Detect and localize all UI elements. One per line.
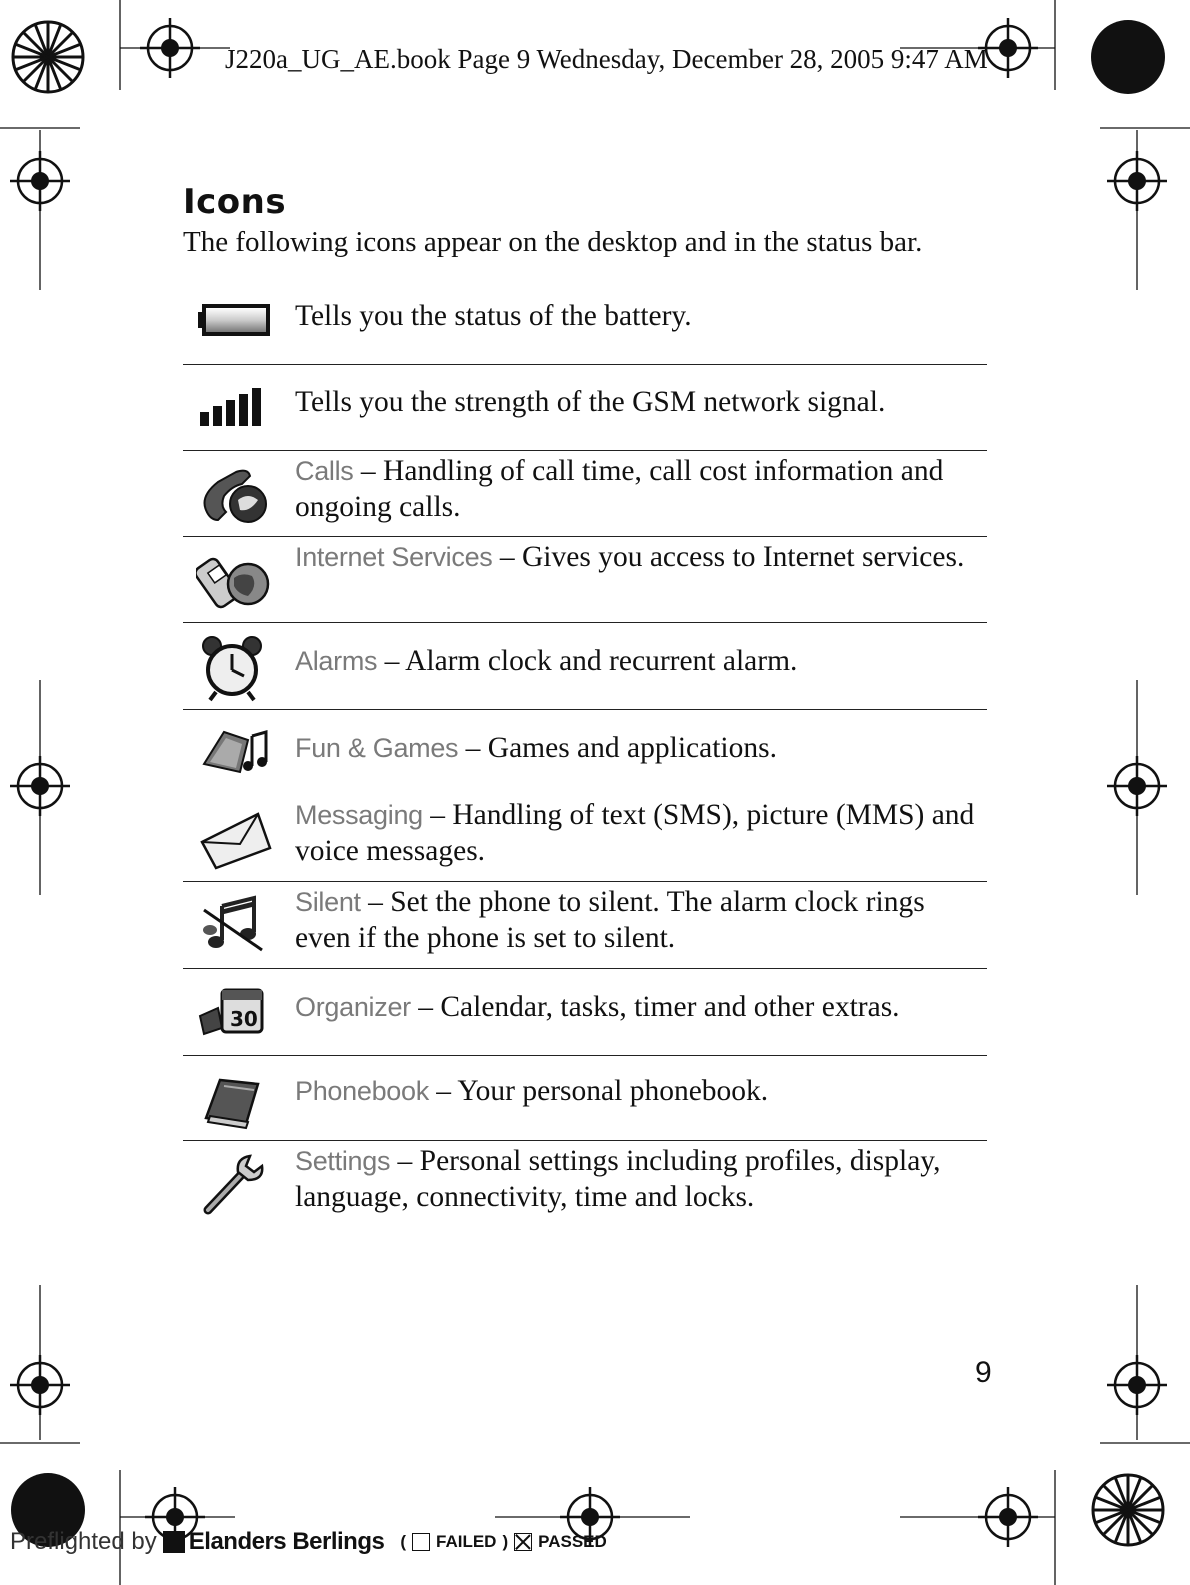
preflight-footer	[10, 1528, 607, 1556]
svg-text:30: 30	[230, 1007, 258, 1031]
icon-text: – Calendar, tasks, timer and other extras.	[410, 991, 900, 1023]
brand-name: Elanders Berlings	[188, 1528, 385, 1555]
row-divider	[183, 1140, 987, 1141]
elanders-logo-icon	[163, 1531, 185, 1553]
envelope-icon	[196, 802, 276, 874]
icon-description	[295, 1143, 985, 1215]
page-number: 9	[975, 1356, 992, 1389]
icon-description	[295, 643, 985, 679]
icon-text: – Alarm clock and recurrent alarm.	[377, 645, 798, 677]
icon-text: Tells you the strength of the GSM network signal.	[295, 386, 886, 418]
row-divider	[183, 1055, 987, 1056]
row-divider	[183, 450, 987, 451]
row-divider	[183, 709, 987, 710]
icon-term: Silent	[295, 887, 361, 917]
section-title: Icons	[183, 182, 287, 222]
icon-term: Messaging	[295, 800, 423, 830]
icon-text: – Handling of text (SMS), picture (MMS) and voice messages.	[295, 799, 975, 867]
preflight-status	[400, 1532, 606, 1552]
icon-description	[295, 384, 985, 420]
preflighted-label: Preflighted by	[10, 1528, 157, 1555]
icon-description	[295, 884, 985, 956]
failed-label: FAILED	[436, 1532, 497, 1551]
signal-strength-icon	[196, 378, 276, 450]
silent-music-icon	[196, 890, 276, 962]
icon-description	[295, 1073, 985, 1109]
failed-checkbox-icon	[412, 1533, 430, 1551]
icon-term: Fun & Games	[295, 733, 459, 763]
icon-term: Organizer	[295, 992, 411, 1022]
icon-text: – Gives you access to Internet services.	[492, 541, 965, 573]
status-paren-close: )	[502, 1532, 509, 1551]
row-divider	[183, 364, 987, 365]
icon-term: Calls	[295, 456, 354, 486]
alarm-clock-icon	[196, 632, 276, 704]
icon-term: Phonebook	[295, 1076, 429, 1106]
icon-text: – Set the phone to silent. The alarm clock rings even if the phone is set to silent.	[295, 886, 925, 954]
fun-games-icon	[196, 720, 276, 792]
row-divider	[183, 536, 987, 537]
icon-term: Alarms	[295, 646, 378, 676]
icon-text: – Games and applications.	[458, 732, 777, 764]
icon-description	[295, 797, 985, 869]
internet-globe-icon	[196, 546, 276, 618]
book-slug-header: J220a_UG_AE.book Page 9 Wednesday, December 28, 2005 9:47 AM	[225, 44, 988, 74]
icon-description	[295, 298, 985, 334]
calls-phone-icon	[196, 460, 276, 532]
icon-description	[295, 539, 985, 575]
icon-description	[295, 453, 985, 525]
passed-label: PASSED	[538, 1532, 607, 1551]
row-divider	[183, 622, 987, 623]
icon-text: – Handling of call time, call cost information and ongoing calls.	[295, 455, 944, 523]
icon-text: Tells you the status of the battery.	[295, 300, 692, 332]
row-divider	[183, 968, 987, 969]
phonebook-icon	[196, 1066, 276, 1138]
battery-icon	[196, 290, 276, 362]
icon-text: – Personal settings including profiles, display, language, connectivity, time and locks.	[295, 1145, 941, 1213]
settings-wrench-icon	[196, 1150, 276, 1222]
passed-checkbox-icon	[514, 1533, 532, 1551]
icon-text: – Your personal phonebook.	[428, 1075, 769, 1107]
icon-description	[295, 730, 985, 766]
icon-term: Settings	[295, 1146, 391, 1176]
icon-description	[295, 989, 985, 1025]
status-paren-open: (	[400, 1532, 407, 1551]
row-divider	[183, 881, 987, 882]
organizer-calendar-icon	[196, 978, 276, 1050]
section-intro: The following icons appear on the desktop and in the status bar.	[183, 226, 923, 258]
icon-term: Internet Services	[295, 542, 493, 572]
